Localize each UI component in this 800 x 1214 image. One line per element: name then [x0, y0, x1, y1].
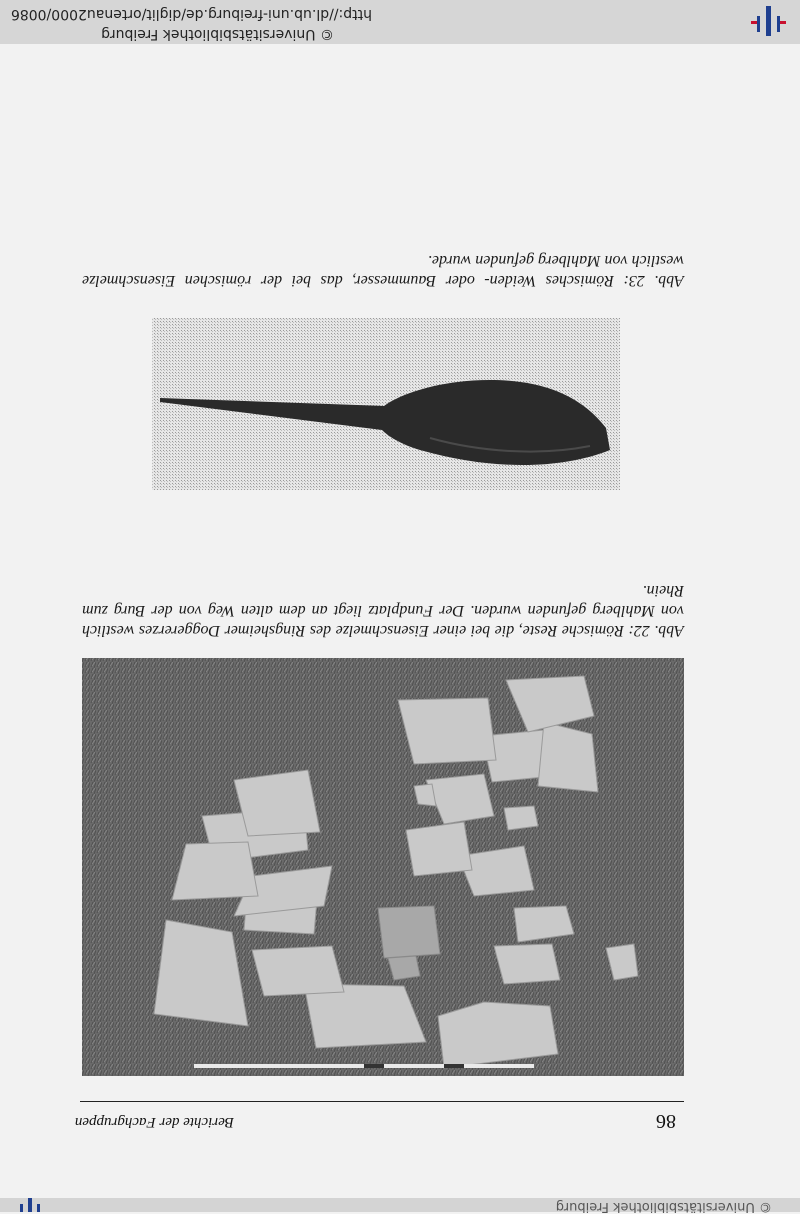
viewer-header-bar	[0, 1198, 800, 1212]
figure-23-photo	[152, 318, 620, 490]
header-copyright-text: © Universitätsbibliothek Freiburg	[555, 1199, 772, 1214]
university-logo-icon	[748, 6, 788, 36]
footer-copyright-text: © Universitätsbibliothek Freiburg	[101, 26, 334, 42]
figure-23-caption: Abb. 23: Römisches Weiden- oder Baummesser, das bei der römischen Eisenschmelze westlich von Mahlberg gefunden wurde.	[82, 252, 684, 289]
figure-22-caption: Abb. 22: Römische Reste, die bei einer Eisenschmelze des Ringsheimer Doggererzes westlich von Mahlberg gefunden wurden. Der Fundplatz liegt an dem alten Weg von der Burg zum Rhein.	[82, 582, 684, 639]
source-url-link[interactable]: http://dl.ub.uni-freiburg.de/diglit/ortenau2000/0086	[10, 6, 372, 22]
header-rule	[80, 1101, 684, 1102]
figure-22-photo	[82, 658, 684, 1076]
running-head-title: Berichte der Fachgruppen	[74, 1114, 234, 1130]
university-logo-icon	[12, 1198, 48, 1212]
page-number: 86	[656, 1110, 676, 1132]
